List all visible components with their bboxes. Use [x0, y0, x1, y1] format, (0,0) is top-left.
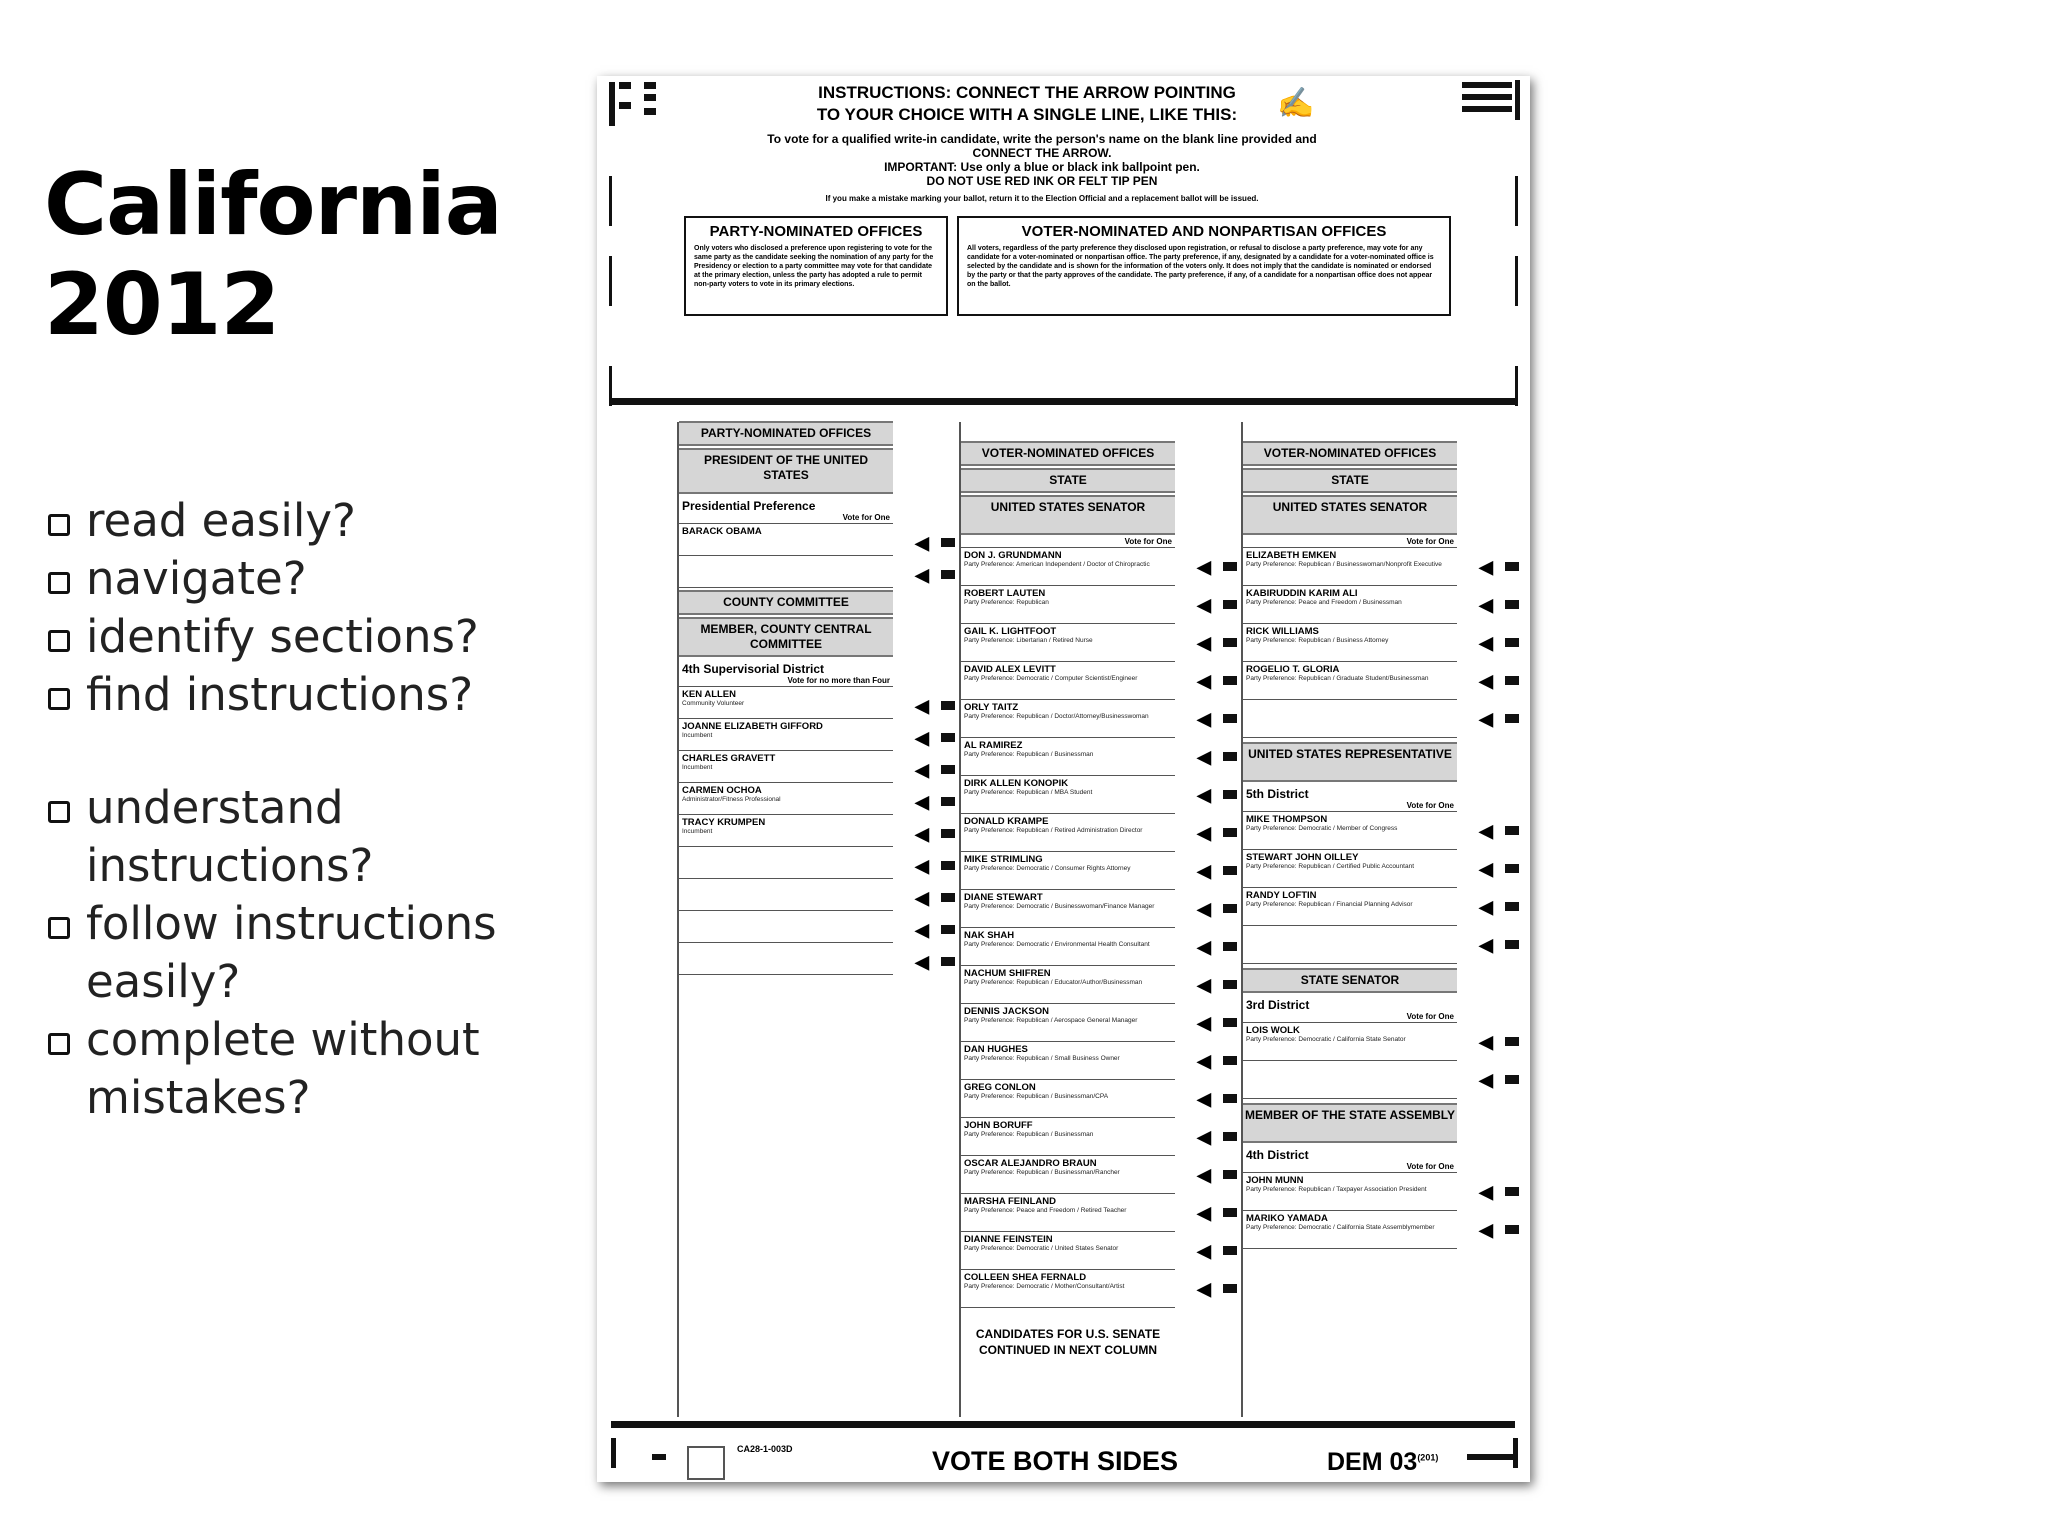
arrow-left-icon: ◀ — [915, 565, 929, 585]
arrow-tail-icon — [1223, 1246, 1237, 1255]
office-header: UNITED STATES SENATOR — [1243, 495, 1457, 535]
checklist-item: navigate? — [44, 550, 524, 608]
arrow-left-icon: ◀ — [1479, 1182, 1493, 1202]
candidate-list — [1243, 1023, 1493, 1099]
write-in-row[interactable] — [679, 911, 929, 943]
timing-mark — [1462, 106, 1512, 112]
candidate-row[interactable]: RANDY LOFTIN Party Preference: Republican / Financial Planning Advisor ◀ — [1243, 888, 1457, 926]
arrow-left-icon: ◀ — [1197, 1051, 1211, 1071]
arrow-tail-icon — [1505, 1037, 1519, 1046]
arrow-left-icon: ◀ — [1197, 1241, 1211, 1261]
state-header: STATE — [961, 468, 1175, 493]
arrow-tail-icon — [1223, 790, 1237, 799]
arrow-tail-icon — [941, 925, 955, 934]
voter-nominated-info-box: VOTER-NOMINATED AND NONPARTISAN OFFICES All voters, regardless of the party preference they disclosed upon registration, or refusal to disclose a party preference, may vote for any candidate for a voter-nominated or nonpartisan office. The party preference, if any, designated by a candidate for a voter-nominated office is selected by the candidate and is shown for the information of the voters only. It does not imply that the candidate is nominated or endorsed by the party or that the party approves of the candidate. The party preference, if any, of a candidate for a nonpartisan office does not appear on the ballot. — [957, 216, 1451, 316]
section-header: VOTER-NOMINATED OFFICES — [1243, 441, 1457, 466]
timing-mark — [644, 94, 656, 101]
arrow-tail-icon — [1223, 904, 1237, 913]
ballot-column-3 — [1243, 441, 1493, 1249]
write-in-row[interactable] — [679, 943, 929, 975]
timing-mark — [1515, 256, 1518, 306]
arrow-tail-icon — [1505, 1225, 1519, 1234]
arrow-left-icon: ◀ — [1479, 557, 1493, 577]
arrow-left-icon: ◀ — [915, 696, 929, 716]
checkbox-icon — [48, 1033, 70, 1055]
office-header: PRESIDENT OF THE UNITED STATES — [679, 448, 893, 494]
candidate-row[interactable]: KABIRUDDIN KARIM ALI Party Preference: Peace and Freedom / Businessman ◀ — [1243, 586, 1457, 624]
candidate-row[interactable]: ELIZABETH EMKEN Party Preference: Republican / Businesswoman/Nonprofit Executive ◀ — [1243, 548, 1457, 586]
timing-mark — [619, 102, 631, 109]
ballot-code: CA28-1-003D — [737, 1444, 793, 1454]
arrow-left-icon: ◀ — [1197, 747, 1211, 767]
section-divider — [611, 398, 1515, 405]
arrow-left-icon: ◀ — [1197, 557, 1211, 577]
vote-for-label: Vote for One — [961, 537, 1175, 548]
candidate-row[interactable]: MARSHA FEINLAND Party Preference: Peace and Freedom / Retired Teacher ◀ — [961, 1194, 1175, 1232]
candidate-row[interactable] — [1243, 700, 1493, 738]
arrow-left-icon: ◀ — [1197, 1165, 1211, 1185]
arrow-tail-icon — [1223, 1170, 1237, 1179]
candidate-row[interactable]: CARMEN OCHOA Administrator/Fitness Professional ◀ — [679, 783, 893, 815]
arrow-tail-icon — [1223, 828, 1237, 837]
candidate-row[interactable]: GAIL K. LIGHTFOOT Party Preference: Libertarian / Retired Nurse ◀ — [961, 624, 1175, 662]
arrow-left-icon: ◀ — [1197, 937, 1211, 957]
candidate-row[interactable]: MIKE THOMPSON Party Preference: Democratic / Member of Congress ◀ — [1243, 812, 1457, 850]
arrow-tail-icon — [1223, 1208, 1237, 1217]
mistake-notice: If you make a mistake marking your ballot, return it to the Election Official and a replacement ballot will be issued. — [825, 194, 1259, 203]
arrow-left-icon: ◀ — [915, 792, 929, 812]
checklist-item: find instructions? — [44, 666, 524, 724]
arrow-left-icon: ◀ — [1197, 1127, 1211, 1147]
connect-arrow-hand-icon: ✍ — [1277, 87, 1315, 120]
section-header: VOTER-NOMINATED OFFICES — [961, 441, 1175, 466]
timing-mark — [609, 82, 615, 126]
arrow-left-icon: ◀ — [1479, 709, 1493, 729]
arrow-left-icon: ◀ — [915, 760, 929, 780]
checklist-item: understand instructions? — [44, 779, 524, 895]
arrow-tail-icon — [1223, 1132, 1237, 1141]
arrow-tail-icon — [1505, 940, 1519, 949]
candidate-row[interactable]: TRACY KRUMPEN Incumbent ◀ — [679, 815, 893, 847]
office-header: UNITED STATES SENATOR — [961, 495, 1175, 535]
vote-for-label: Vote for no more than Four — [679, 676, 893, 687]
title-line-2: 2012 — [44, 255, 280, 355]
timing-mark — [652, 1454, 666, 1460]
office-header: COUNTY COMMITTEE — [679, 590, 893, 615]
arrow-tail-icon — [1223, 600, 1237, 609]
timing-mark — [609, 176, 612, 226]
arrow-left-icon: ◀ — [1197, 1203, 1211, 1223]
arrow-tail-icon — [1505, 1187, 1519, 1196]
candidate-row[interactable]: STEWART JOHN OILLEY Party Preference: Republican / Certified Public Accountant ◀ — [1243, 850, 1457, 888]
contest-subtitle: 4th Supervisorial District — [682, 662, 825, 676]
arrow-tail-icon — [1223, 942, 1237, 951]
candidate-row[interactable]: ORLY TAITZ Party Preference: Republican / Doctor/Attorney/Businesswoman ◀ — [961, 700, 1175, 738]
party-nominated-info-box: PARTY-NOMINATED OFFICES Only voters who disclosed a preference upon registering to vote for the same party as the candidate seeking the nomination of any party for the Presidency or election to a party committee may vote for that candidate at the primary election, unless the party has adopted a rule to permit non-party voters to vote in its primary elections. — [684, 216, 948, 316]
arrow-tail-icon — [941, 701, 955, 710]
section-header: PARTY-NOMINATED OFFICES — [679, 421, 893, 446]
write-in-row[interactable] — [679, 556, 929, 588]
checkbox-icon — [48, 514, 70, 536]
candidate-row[interactable]: RICK WILLIAMS Party Preference: Republican / Business Attorney ◀ — [1243, 624, 1457, 662]
arrow-tail-icon — [1223, 1094, 1237, 1103]
arrow-tail-icon — [941, 893, 955, 902]
arrow-left-icon: ◀ — [1197, 823, 1211, 843]
timing-mark — [611, 1438, 616, 1468]
ballot-image — [597, 76, 1530, 1482]
arrow-left-icon: ◀ — [1197, 595, 1211, 615]
arrow-tail-icon — [941, 538, 955, 547]
timing-mark — [1467, 1454, 1517, 1460]
write-in-row[interactable] — [679, 879, 929, 911]
candidate-row[interactable]: DIANNE FEINSTEIN Party Preference: Democratic / United States Senator ◀ — [961, 1232, 1175, 1270]
arrow-left-icon: ◀ — [1197, 1013, 1211, 1033]
office-header: MEMBER OF THE STATE ASSEMBLY — [1243, 1103, 1457, 1143]
arrow-left-icon: ◀ — [1197, 1089, 1211, 1109]
checklist — [44, 492, 524, 1127]
vote-for-label: Vote for One — [679, 513, 893, 524]
state-header: STATE — [1243, 468, 1457, 493]
arrow-left-icon: ◀ — [1479, 935, 1493, 955]
arrow-tail-icon — [1505, 826, 1519, 835]
contest-subtitle: 3rd District — [1246, 998, 1310, 1012]
barcode-grid-icon — [687, 1446, 725, 1480]
candidate-row[interactable]: MARIKO YAMADA Party Preference: Democratic / California State Assemblymember ◀ — [1243, 1211, 1457, 1249]
arrow-tail-icon — [941, 765, 955, 774]
candidate-row[interactable]: DAVID ALEX LEVITT Party Preference: Democratic / Computer Scientist/Engineer ◀ — [961, 662, 1175, 700]
office-header: MEMBER, COUNTY CENTRAL COMMITTEE — [679, 617, 893, 657]
arrow-left-icon: ◀ — [1197, 633, 1211, 653]
candidate-row[interactable]: DIANE STEWART Party Preference: Democratic / Businesswoman/Finance Manager ◀ — [961, 890, 1175, 928]
arrow-left-icon: ◀ — [1479, 671, 1493, 691]
arrow-tail-icon — [941, 861, 955, 870]
arrow-left-icon: ◀ — [1197, 899, 1211, 919]
candidate-row[interactable]: GREG CONLON Party Preference: Republican / Businessman/CPA ◀ — [961, 1080, 1175, 1118]
candidate-row[interactable]: JOHN BORUFF Party Preference: Republican / Businessman ◀ — [961, 1118, 1175, 1156]
timing-mark — [1462, 94, 1512, 100]
arrow-left-icon: ◀ — [915, 824, 929, 844]
arrow-tail-icon — [1223, 638, 1237, 647]
contest-subtitle: 4th District — [1246, 1148, 1309, 1162]
ballot-type: DEM 03$^{(201)}$ — [1327, 1448, 1439, 1476]
checkbox-icon — [48, 630, 70, 652]
continued-note: CANDIDATES FOR U.S. SENATE CONTINUED IN NEXT COLUMN — [975, 1327, 1161, 1357]
arrow-tail-icon — [941, 570, 955, 579]
candidate-list — [961, 548, 1211, 1308]
arrow-tail-icon — [1223, 562, 1237, 571]
vote-for-label: Vote for One — [1243, 537, 1457, 548]
arrow-tail-icon — [1505, 902, 1519, 911]
arrow-tail-icon — [941, 829, 955, 838]
arrow-left-icon: ◀ — [1197, 861, 1211, 881]
ballot-column-1 — [679, 421, 929, 975]
arrow-left-icon: ◀ — [1197, 709, 1211, 729]
arrow-left-icon: ◀ — [1197, 785, 1211, 805]
vote-both-sides: VOTE BOTH SIDES — [932, 1446, 1179, 1476]
arrow-left-icon: ◀ — [915, 888, 929, 908]
office-header: UNITED STATES REPRESENTATIVE — [1243, 742, 1457, 782]
checkbox-icon — [48, 801, 70, 823]
arrow-tail-icon — [1505, 676, 1519, 685]
arrow-tail-icon — [1505, 864, 1519, 873]
candidate-row[interactable]: ROGELIO T. GLORIA Party Preference: Republican / Graduate Student/Businessman ◀ — [1243, 662, 1457, 700]
arrow-tail-icon — [941, 733, 955, 742]
arrow-left-icon: ◀ — [1479, 821, 1493, 841]
candidate-row[interactable]: DENNIS JACKSON Party Preference: Republican / Aerospace General Manager ◀ — [961, 1004, 1175, 1042]
candidate-row[interactable]: NACHUM SHIFREN Party Preference: Republican / Educator/Author/Businessman ◀ — [961, 966, 1175, 1004]
checkbox-icon — [48, 572, 70, 594]
candidate-row[interactable]: JOHN MUNN Party Preference: Republican / Taxpayer Association President ◀ — [1243, 1173, 1457, 1211]
candidate-list — [1243, 548, 1493, 738]
arrow-tail-icon — [1505, 1075, 1519, 1084]
instructions-text: To vote for a qualified write-in candidate, write the person's name on the blank line provided and CONNECT THE ARROW. IMPORTANT: Use only a blue or black ink ballpoint pen. DO NOT USE RED INK OR FELT TIP PEN — [767, 132, 1317, 188]
checkbox-icon — [48, 917, 70, 939]
arrow-tail-icon — [1223, 714, 1237, 723]
arrow-left-icon: ◀ — [1479, 595, 1493, 615]
checkbox-icon — [48, 688, 70, 710]
arrow-left-icon: ◀ — [1197, 1279, 1211, 1299]
candidate-row[interactable] — [1243, 926, 1493, 964]
arrow-left-icon: ◀ — [915, 856, 929, 876]
instructions-heading: INSTRUCTIONS: CONNECT THE ARROW POINTING TO YOUR CHOICE WITH A SINGLE LINE, LIKE THIS: — [816, 83, 1238, 124]
arrow-tail-icon — [1505, 638, 1519, 647]
arrow-tail-icon — [1505, 714, 1519, 723]
timing-mark — [1515, 366, 1518, 406]
vote-for-label: Vote for One — [1243, 1012, 1457, 1023]
arrow-left-icon: ◀ — [915, 920, 929, 940]
contest-subtitle: Presidential Preference — [682, 499, 816, 513]
ballot-column-2 — [961, 441, 1211, 1358]
timing-mark — [1513, 1438, 1518, 1468]
timing-mark — [1515, 80, 1520, 120]
arrow-left-icon: ◀ — [915, 952, 929, 972]
timing-mark — [644, 82, 656, 89]
candidate-row[interactable]: ROBERT LAUTEN Party Preference: Republican ◀ — [961, 586, 1175, 624]
candidate-row[interactable]: KEN ALLEN Community Volunteer ◀ — [679, 687, 893, 719]
arrow-tail-icon — [1223, 866, 1237, 875]
arrow-left-icon: ◀ — [1479, 1032, 1493, 1052]
checklist-item: read easily? — [44, 492, 524, 550]
title-line-1: California — [44, 155, 502, 255]
arrow-left-icon: ◀ — [1479, 897, 1493, 917]
candidate-row[interactable]: DIRK ALLEN KONOPIK Party Preference: Republican / MBA Student ◀ — [961, 776, 1175, 814]
arrow-left-icon: ◀ — [1479, 1070, 1493, 1090]
office-header: STATE SENATOR — [1243, 968, 1457, 993]
arrow-tail-icon — [1223, 1056, 1237, 1065]
arrow-tail-icon — [1505, 600, 1519, 609]
section-divider — [611, 1421, 1515, 1428]
candidate-row[interactable]: OSCAR ALEJANDRO BRAUN Party Preference: Republican / Businessman/Rancher ◀ — [961, 1156, 1175, 1194]
arrow-tail-icon — [1223, 1018, 1237, 1027]
checklist-item: follow instructions easily? — [44, 895, 524, 1011]
candidate-row[interactable]: JOANNE ELIZABETH GIFFORD Incumbent ◀ — [679, 719, 893, 751]
candidate-row[interactable]: DAN HUGHES Party Preference: Republican / Small Business Owner ◀ — [961, 1042, 1175, 1080]
contest-subtitle: 5th District — [1246, 787, 1309, 801]
arrow-tail-icon — [1223, 752, 1237, 761]
checklist-item: complete without mistakes? — [44, 1011, 524, 1127]
arrow-tail-icon — [941, 797, 955, 806]
arrow-tail-icon — [1223, 980, 1237, 989]
candidate-list — [1243, 1173, 1493, 1249]
timing-mark — [644, 108, 656, 115]
arrow-tail-icon — [1223, 1284, 1237, 1293]
vote-for-label: Vote for One — [1243, 801, 1457, 812]
arrow-left-icon: ◀ — [1479, 859, 1493, 879]
candidate-row[interactable]: DONALD KRAMPE Party Preference: Republican / Retired Administration Director ◀ — [961, 814, 1175, 852]
arrow-tail-icon — [941, 957, 955, 966]
candidate-row[interactable]: AL RAMIREZ Party Preference: Republican / Businessman ◀ — [961, 738, 1175, 776]
write-in-row[interactable] — [679, 847, 929, 879]
candidate-row[interactable]: CHARLES GRAVETT Incumbent ◀ — [679, 751, 893, 783]
candidate-row[interactable]: COLLEEN SHEA FERNALD Party Preference: Democratic / Mother/Consultant/Artist ◀ — [961, 1270, 1175, 1308]
slide-title — [44, 155, 502, 355]
arrow-tail-icon — [1505, 562, 1519, 571]
candidate-list — [1243, 812, 1493, 964]
vote-for-label: Vote for One — [1243, 1162, 1457, 1173]
candidate-row[interactable]: DON J. GRUNDMANN Party Preference: American Independent / Doctor of Chiropractic ◀ — [961, 548, 1175, 586]
timing-mark — [619, 82, 631, 89]
candidate-row[interactable]: MIKE STRIMLING Party Preference: Democratic / Consumer Rights Attorney ◀ — [961, 852, 1175, 890]
timing-mark — [609, 256, 612, 306]
candidate-row[interactable]: NAK SHAH Party Preference: Democratic / Environmental Health Consultant ◀ — [961, 928, 1175, 966]
candidate-row[interactable]: LOIS WOLK Party Preference: Democratic / California State Senator ◀ — [1243, 1023, 1457, 1061]
arrow-left-icon: ◀ — [915, 728, 929, 748]
arrow-left-icon: ◀ — [1479, 1220, 1493, 1240]
timing-mark — [1515, 176, 1518, 226]
checklist-item: identify sections? — [44, 608, 524, 666]
arrow-left-icon: ◀ — [915, 533, 929, 553]
timing-mark — [1462, 82, 1512, 88]
candidate-row[interactable]: BARACK OBAMA ◀ — [679, 524, 893, 556]
candidate-row[interactable] — [1243, 1061, 1493, 1099]
arrow-left-icon: ◀ — [1197, 975, 1211, 995]
arrow-tail-icon — [1223, 676, 1237, 685]
arrow-left-icon: ◀ — [1479, 633, 1493, 653]
arrow-left-icon: ◀ — [1197, 671, 1211, 691]
